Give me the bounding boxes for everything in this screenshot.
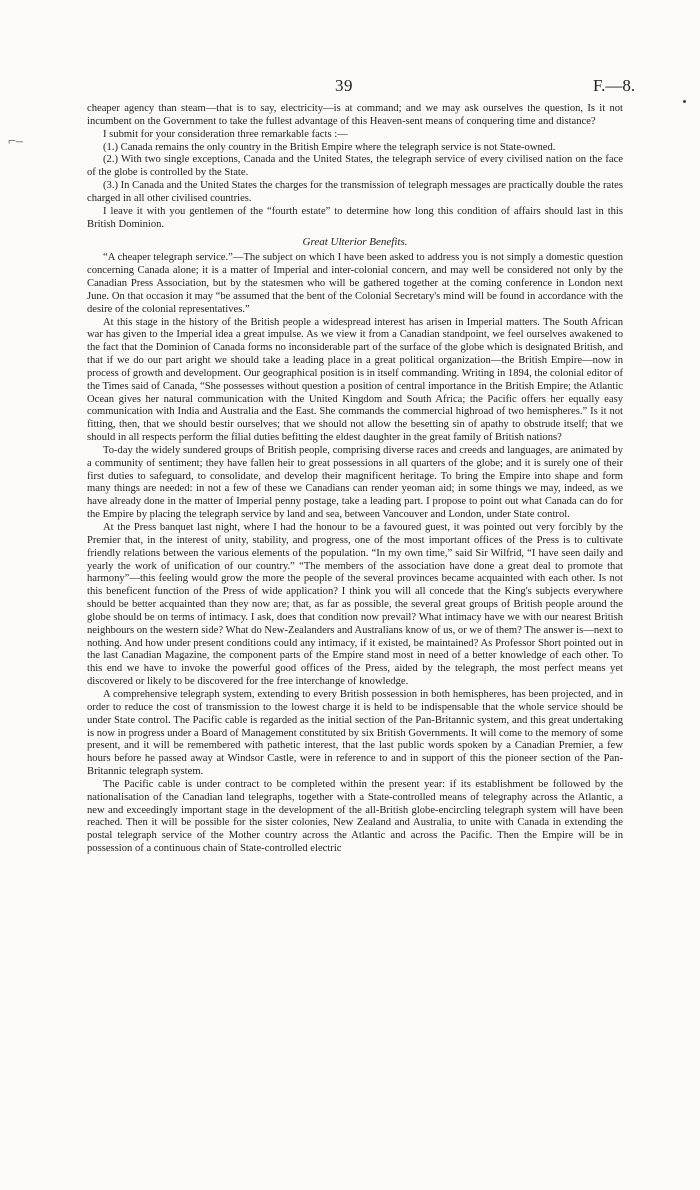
section-heading: Great Ulterior Benefits. bbox=[302, 236, 408, 249]
paragraph: cheaper agency than steam—that is to say, electricity—is at command; and we may ask ourselves the question, Is it not incumbent on the Government to take the fullest advantage of this Heaven-sent means of conquering time and distance? bbox=[87, 103, 623, 127]
paragraph: The Pacific cable is under contract to be completed within the present year: if its establishment be followed by the nationalisation of the Canadian land telegraphs, together with a State-controlled means of telegraphy across the Atlantic, a new and exceedingly important stage in the development of the all-British globe-encircling telegraph system will have been reached. Then it will be possible for the sister colonies, New Zealand and Australia, to unite with Canada in extending the postal telegraph service of the Mother country across the Atlantic and across the Pacific. Then the Empire will be in possession of a continuous chain of State-controlled electric bbox=[87, 778, 623, 855]
margin-mark: ⌐– bbox=[8, 134, 23, 149]
paragraph: I leave it with you gentlemen of the “fourth estate” to determine how long this condition of affairs should last in this British Dominion. bbox=[87, 205, 623, 230]
paragraph: “A cheaper telegraph service.”—The subject on which I have been asked to address you is not simply a domestic question concerning Canada alone; it is a matter of Imperial and inter-colonial concern, and may well be considered not only by the Canadian Press Association, but by the statesmen who will be gathered together at the coming conference in London next June. On that occasion it may “be assumed that the bent of the Colonial Secretary's mind will be found in accordance with the desire of the colonial representatives.” bbox=[87, 252, 623, 315]
paragraph: I submit for your consideration three remarkable facts :— bbox=[103, 128, 348, 140]
paragraph: At this stage in the history of the British people a widespread interest has arisen in Imperial matters. The South African war has given to the Imperial idea a great impulse. As we view it from a Canadian standpoint, we feel ourselves awakened to the fact that the Dominion of Canada forms no inconsiderable part of the surface of the globe which is designated British, and that if we do our part aright we should take a leading place in a great political organization—the British Empire—now in process of growth and development. Our geographical position is in itself commanding. Writing in 1894, the colonial editor of the Times said of Canada, “She possesses without question a position of central importance in the British Empire; the Atlantic Ocean gives her natural communication with the United Kingdom and South Africa; the Pacific offers her equally easy communication with India and Australia and the East. She commands the commercial highroad of two hemispheres.” Is it not fitting, then, that we should bestir ourselves; that we should not allow the besetting sin of apathy to obstrude itself; that we should in all respects perform the filial duties befitting the eldest daughter in the great family of British nations? bbox=[87, 316, 623, 444]
page-number: 39 bbox=[335, 76, 353, 95]
paragraph: To-day the widely sundered groups of British people, comprising diverse races and creeds and languages, are animated by a community of sentiment; they have fallen heir to great possessions in all quarters of the globe; and it is surely one of their first duties to safeguard, to consolidate, and develop their magnificent heritage. To bring the Empire into shape and form many things are needed: in not a few of these we Canadians can render yeoman aid; in some things we may, indeed, as we have already done in the matter of Imperial penny postage, take a leading part. I propose to point out what Canada can do for the Empire by placing the telegraph service by land and sea, between Vancouver and London, under State control. bbox=[87, 444, 623, 521]
body-text bbox=[87, 103, 623, 856]
series-reference: F.—8. bbox=[593, 76, 636, 95]
paragraph: At the Press banquet last night, where I had the honour to be a favoured guest, it was pointed out very forcibly by the Premier that, in the interest of unity, stability, and progress, one of the most important offices of the Press is to cultivate friendly relations between the various elements of the population. “In my own time,” said Sir Wilfrid, “I have seen daily and yearly the work of unification of our country.” “The members of the association have done a great deal to promote that harmony”—this feeling would grow the more the people of the several provinces became acquainted with each other. Is not this beneficent function of the Press of wide application? I think you will all concede that the King's subjects everywhere should be better acquainted than they now are; that, as far as possible, the several great groups of British people around the globe should be on terms of intimacy. I ask, does that condition now prevail? What intimacy have we with our nearest British neighbours on the western side? What do New-Zealanders and Australians know of us, or we of them? The answer is—next to nothing. And how under present conditions could any intimacy, if it existed, be maintained? As Professor Short pointed out in the last Canadian Magazine, the component parts of the Empire stand most in need of a better knowledge of each other. To this end we have to invoke the powerful good offices of the Press, aided by the telegraph, the most perfect means yet discovered or likely to be discovered for the free interchange of knowledge. bbox=[87, 522, 623, 688]
ink-speck bbox=[683, 100, 686, 103]
paragraph: (1.) Canada remains the only country in the British Empire where the telegraph service is not State-owned. bbox=[103, 141, 556, 153]
paragraph: A comprehensive telegraph system, extending to every British possession in both hemispheres, has been projected, and in order to reduce the cost of transmission to the lowest charge it is held to be indispensable that the whole service should be under State control. The Pacific cable is regarded as the initial section of the Pan-Britannic system, and this great undertaking is now in progress under a Board of Management constituted by six British Governments. It will come to the memory of some present, and it will be remembered with pathetic interest, that the last public words spoken by a Canadian Premier, a few hours before he passed away at Windsor Castle, were in reference to and in support of this the pioneer section of the Pan-Britannic telegraph system. bbox=[87, 688, 623, 778]
paragraph: (3.) In Canada and the United States the charges for the transmission of telegraph messages are practically double the rates charged in all other civilised countries. bbox=[87, 180, 623, 204]
paragraph: (2.) With two single exceptions, Canada and the United States, the telegraph service of every civilised nation on the face of the globe is controlled by the State. bbox=[87, 154, 623, 179]
